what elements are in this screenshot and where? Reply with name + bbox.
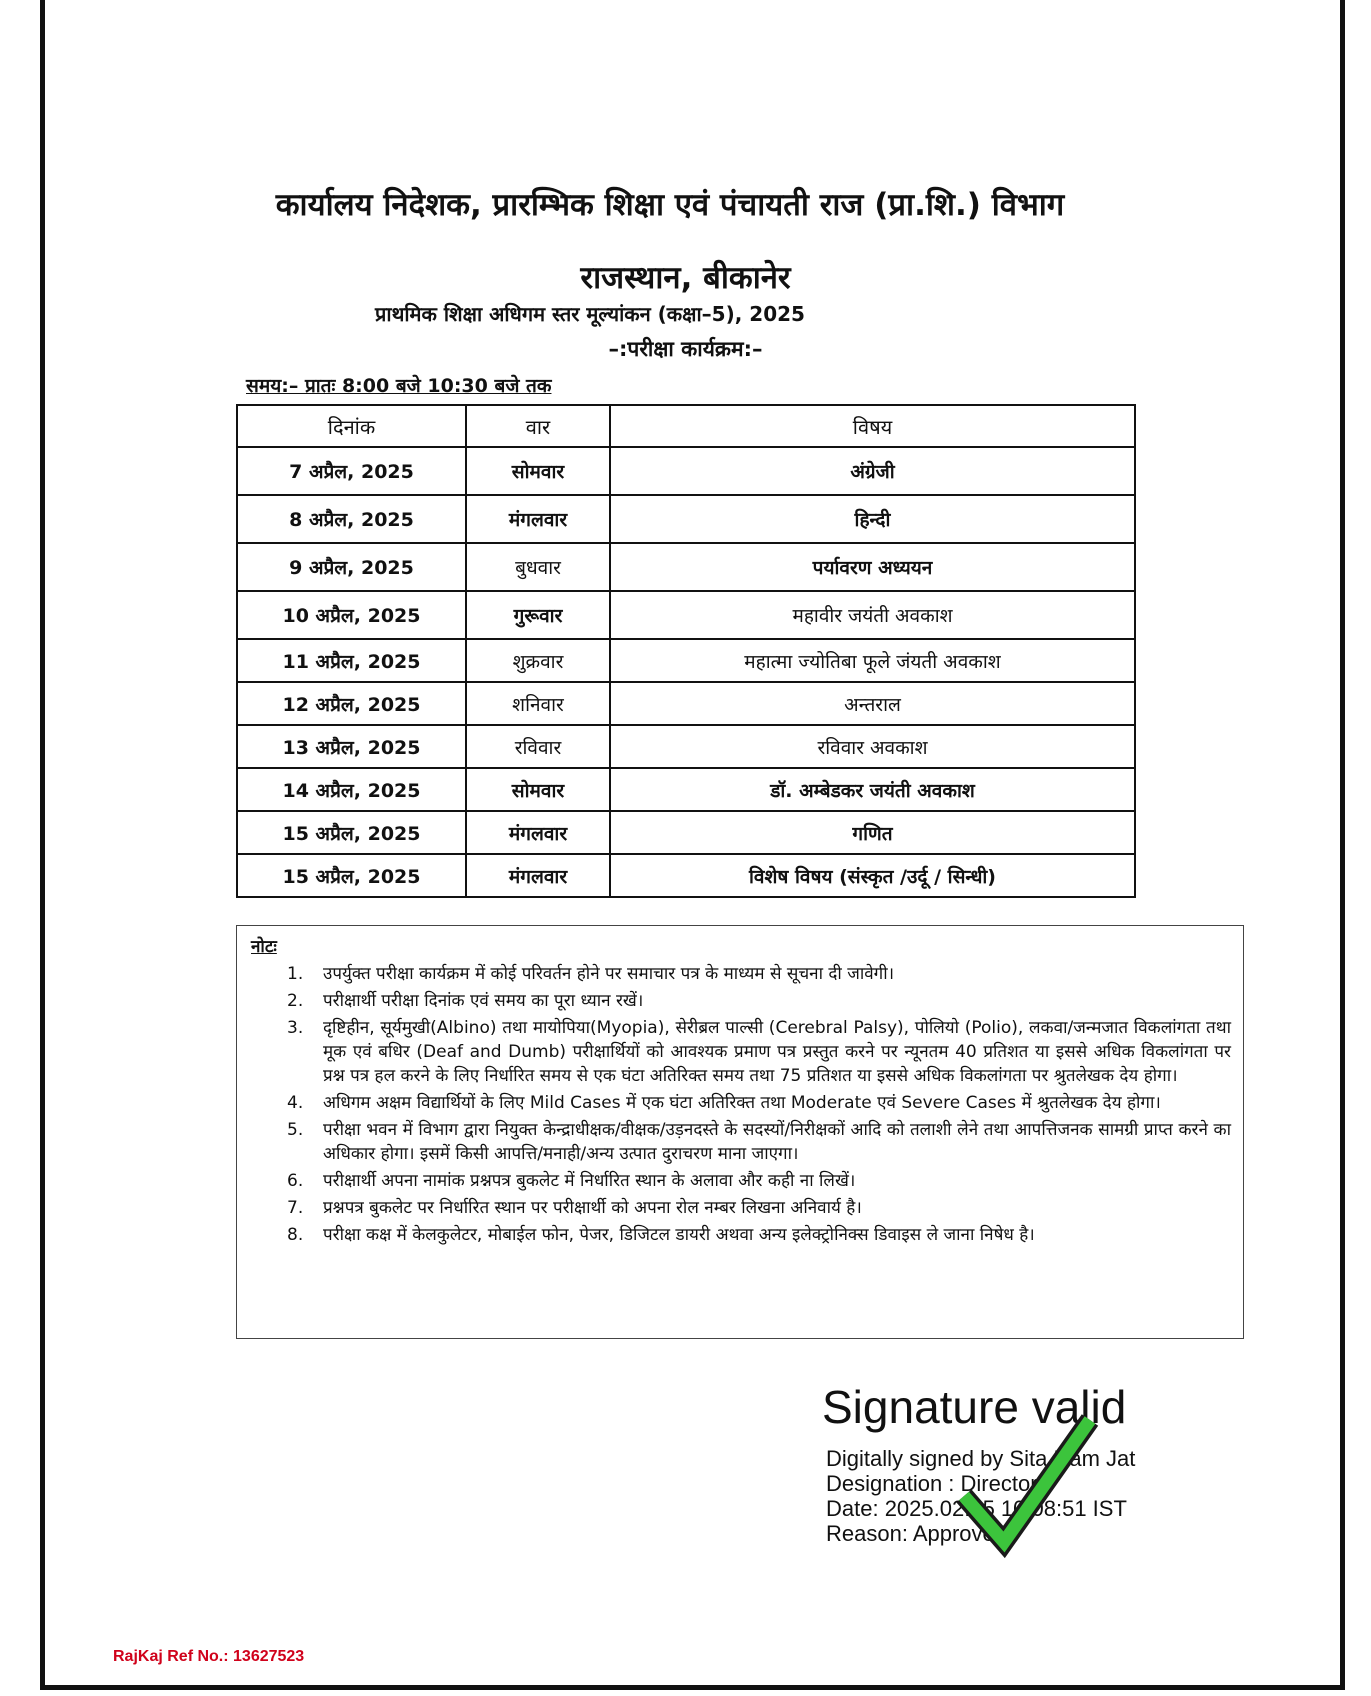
header-day: वार [466, 405, 610, 447]
note-text: दृष्टिहीन, सूर्यमुखी(Albino) तथा मायोपिया(Myopia), सेरीब्रल पाल्सी (Cerebral Palsy), पोलियो (Polio), लकवा/जन्मजात विकलांगता तथा मूक एवं बधिर (Deaf and Dumb) परीक्षार्थियों को आवश्यक प्रमाण पत्र प्रस्तुत करने पर न्यूनतम 40 प्रतिशत या इससे अधिक विकलांगता पर प्रश्न पत्र हल करने के लिए निर्धारित समय से एक घंटा अतिरिक्त समय तथा 75 प्रतिशत या इससे अधिक विकलांगता पर श्रुतलेखक देय होगा। [323, 1018, 1231, 1086]
note-item [237, 1091, 1245, 1115]
note-item [237, 1196, 1245, 1220]
note-number: 6. [287, 1171, 304, 1191]
row-date: 15 अप्रैल, 2025 [237, 854, 466, 897]
note-number: 1. [287, 964, 304, 984]
table-header-row [237, 405, 1135, 447]
row-subject: विशेष विषय (संस्कृत /उर्दू / सिन्धी) [610, 854, 1135, 897]
note-item [237, 1169, 1245, 1193]
row-day: बुधवार [466, 543, 610, 591]
header-subject: विषय [610, 405, 1135, 447]
signature-date: Date: 2025.02.15 10:08:51 IST [826, 1496, 1127, 1521]
note-item [237, 1016, 1245, 1088]
signature-reason: Reason: Approved [826, 1521, 1008, 1546]
note-number: 8. [287, 1225, 304, 1245]
digital-signature[interactable] [822, 1380, 1222, 1560]
row-subject: महावीर जयंती अवकाश [610, 591, 1135, 639]
row-day: सोमवार [466, 447, 610, 495]
exam-timing: समय:– प्रातः 8:00 बजे 10:30 बजे तक [246, 375, 552, 397]
row-date: 12 अप्रैल, 2025 [237, 682, 466, 725]
note-text: उपर्युक्त परीक्षा कार्यक्रम में कोई परिवर्तन होने पर समाचार पत्र के माध्यम से सूचना दी जावेगी। [323, 964, 895, 984]
row-date: 8 अप्रैल, 2025 [237, 495, 466, 543]
note-text: प्रश्नपत्र बुकलेट पर निर्धारित स्थान पर परीक्षार्थी को अपना रोल नम्बर लिखना अनिवार्य है। [323, 1198, 862, 1218]
row-day: शनिवार [466, 682, 610, 725]
note-number: 7. [287, 1198, 304, 1218]
signature-designation: Designation : Director [826, 1471, 1038, 1496]
notes-heading: नोटः [251, 937, 277, 957]
signature-signed-by: Digitally signed by Sita Ram Jat [826, 1446, 1136, 1471]
row-day: मंगलवार [466, 811, 610, 854]
row-subject: रविवार अवकाश [610, 725, 1135, 768]
note-number: 5. [287, 1120, 304, 1140]
row-date: 13 अप्रैल, 2025 [237, 725, 466, 768]
row-day: शुक्रवार [466, 639, 610, 682]
table-row [237, 543, 1135, 591]
note-item [237, 1118, 1245, 1166]
note-number: 2. [287, 991, 304, 1011]
table-row [237, 854, 1135, 897]
table-row [237, 768, 1135, 811]
table-row [237, 811, 1135, 854]
note-text: अधिगम अक्षम विद्यार्थियों के लिए Mild Cases में एक घंटा अतिरिक्त तथा Moderate एवं Severe Cases में श्रुतलेखक देय होगा। [323, 1093, 1161, 1113]
location-title: राजस्थान, बीकानेर [580, 260, 791, 296]
table-row [237, 725, 1135, 768]
note-number: 3. [287, 1018, 304, 1038]
row-subject: अन्तराल [610, 682, 1135, 725]
row-subject: गणित [610, 811, 1135, 854]
table-row [237, 495, 1135, 543]
note-text: परीक्षार्थी परीक्षा दिनांक एवं समय का पूरा ध्यान रखें। [323, 991, 644, 1011]
row-subject: अंग्रेजी [610, 447, 1135, 495]
checkmark-icon [942, 1404, 1102, 1564]
row-day: मंगलवार [466, 854, 610, 897]
exam-title: प्राथमिक शिक्षा अधिगम स्तर मूल्यांकन (कक्षा–5), 2025 [375, 302, 805, 326]
signature-status: Signature valid [822, 1381, 1127, 1433]
row-date: 15 अप्रैल, 2025 [237, 811, 466, 854]
note-number: 4. [287, 1093, 304, 1113]
row-date: 10 अप्रैल, 2025 [237, 591, 466, 639]
row-subject: डॉ. अम्बेडकर जयंती अवकाश [610, 768, 1135, 811]
note-item [237, 989, 1245, 1013]
office-title: कार्यालय निदेशक, प्रारम्भिक शिक्षा एवं पंचायती राज (प्रा.शि.) विभाग [275, 187, 1065, 223]
row-day: रविवार [466, 725, 610, 768]
note-item [237, 1223, 1245, 1247]
row-day: गुरूवार [466, 591, 610, 639]
row-day: सोमवार [466, 768, 610, 811]
row-date: 7 अप्रैल, 2025 [237, 447, 466, 495]
table-row [237, 591, 1135, 639]
row-subject: महात्मा ज्योतिबा फूले जंयती अवकाश [610, 639, 1135, 682]
row-date: 14 अप्रैल, 2025 [237, 768, 466, 811]
program-title: –:परीक्षा कार्यक्रम:– [608, 337, 763, 361]
note-text: परीक्षा भवन में विभाग द्वारा नियुक्त केन्द्राधीक्षक/वीक्षक/उड़नदस्ते के सदस्यों/निरीक्षकों आदि को तलाशी लेने तथा आपत्तिजनक सामग्री प्राप्त करने का अधिकार होगा। इसमें किसी आपत्ति/मनाही/अन्य उत्पात दुराचरण माना जाएगा। [323, 1120, 1231, 1164]
table-row [237, 639, 1135, 682]
header-date: दिनांक [237, 405, 466, 447]
table-row [237, 447, 1135, 495]
exam-schedule-table [236, 404, 1136, 898]
table-row [237, 682, 1135, 725]
notes-list [237, 962, 1245, 1250]
row-day: मंगलवार [466, 495, 610, 543]
note-text: परीक्षार्थी अपना नामांक प्रश्नपत्र बुकलेट में निर्धारित स्थान के अलावा और कही ना लिखें। [323, 1171, 856, 1191]
note-item [237, 962, 1245, 986]
row-date: 9 अप्रैल, 2025 [237, 543, 466, 591]
row-date: 11 अप्रैल, 2025 [237, 639, 466, 682]
row-subject: हिन्दी [610, 495, 1135, 543]
note-text: परीक्षा कक्ष में केलकुलेटर, मोबाईल फोन, पेजर, डिजिटल डायरी अथवा अन्य इलेक्ट्रोनिक्स डिवाइस ले जाना निषेध है। [323, 1225, 1035, 1245]
rajkaj-ref-number: RajKaj Ref No.: 13627523 [113, 1648, 305, 1665]
notes-box [236, 925, 1244, 1339]
row-subject: पर्यावरण अध्ययन [610, 543, 1135, 591]
